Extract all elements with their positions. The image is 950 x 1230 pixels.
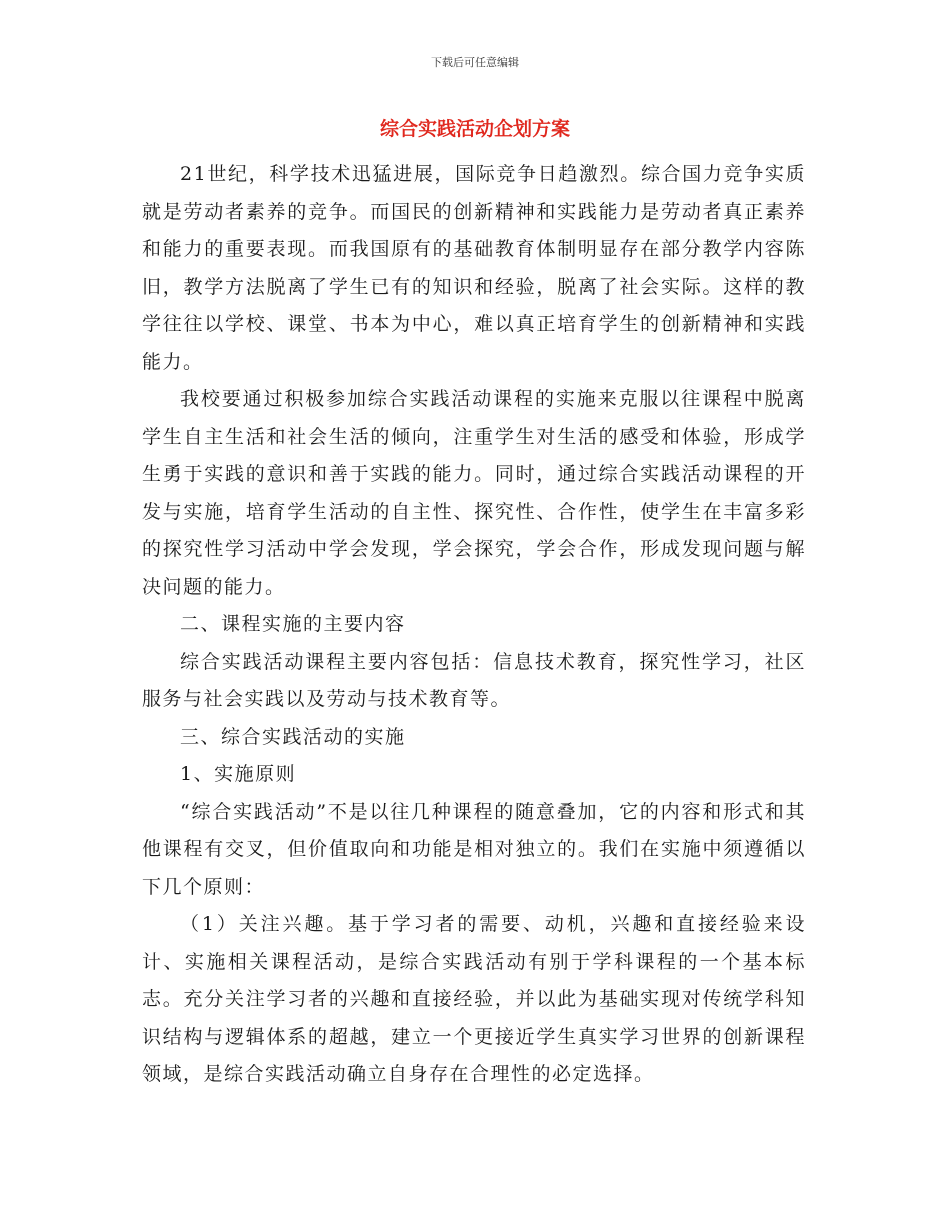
header-note: 下载后可任意编辑 [431, 56, 519, 69]
document-title: 综合实践活动企划方案 [379, 118, 570, 140]
paragraph-principles-intro: “综合实践活动”不是以往几种课程的随意叠加，它的内容和形式和其他课程有交叉，但价值取向和功能是相对独立的。我们在实施中须遵循以下几个原则： [142, 800, 806, 898]
paragraph-school-goal: 我校要通过积极参加综合实践活动课程的实施来克服以往课程中脱离学生自主生活和社会生活的倾向，注重学生对生活的感受和体验，形成学生勇于实践的意识和善于实践的能力。同时，通过综合实践活动课程的开发与实施，培育学生活动的自主性、探究性、合作性，使学生在丰富多彩的探究性学习活动中学会发现，学会探究，学会合作，形成发现问题与解决问题的能力。 [142, 388, 806, 598]
paragraph-principle-interest: （1）关注兴趣。基于学习者的需要、动机，兴趣和直接经验来设计、实施相关课程活动，是综合实践活动有别于学科课程的一个基本标志。充分关注学习者的兴趣和直接经验，并以此为基础实现对传统学科知识结构与逻辑体系的超越，建立一个更接近学生真实学习世界的创新课程领域，是综合实践活动确立自身存在合理性的必定选择。 [142, 913, 806, 1085]
document-body [142, 156, 806, 1094]
subheading-principles: 1、实施原则 [180, 763, 297, 785]
section-heading-content: 二、课程实施的主要内容 [180, 613, 406, 635]
section-heading-implementation: 三、综合实践活动的实施 [180, 725, 406, 748]
paragraph-intro: 21世纪，科学技术迅猛进展，国际竞争日趋激烈。综合国力竞争实质就是劳动者素养的竞争。而国民的创新精神和实践能力是劳动者真正素养和能力的重要表现。而我国原有的基础教育体制明显存在部分教学内容陈旧，教学方法脱离了学生已有的知识和经验，脱离了社会实际。这样的教学往往以学校、课堂、书本为中心，难以真正培育学生的创新精神和实践能力。 [142, 163, 806, 373]
paragraph-content: 综合实践活动课程主要内容包括：信息技术教育，探究性学习，社区服务与社会实践以及劳动与技术教育等。 [142, 650, 806, 710]
